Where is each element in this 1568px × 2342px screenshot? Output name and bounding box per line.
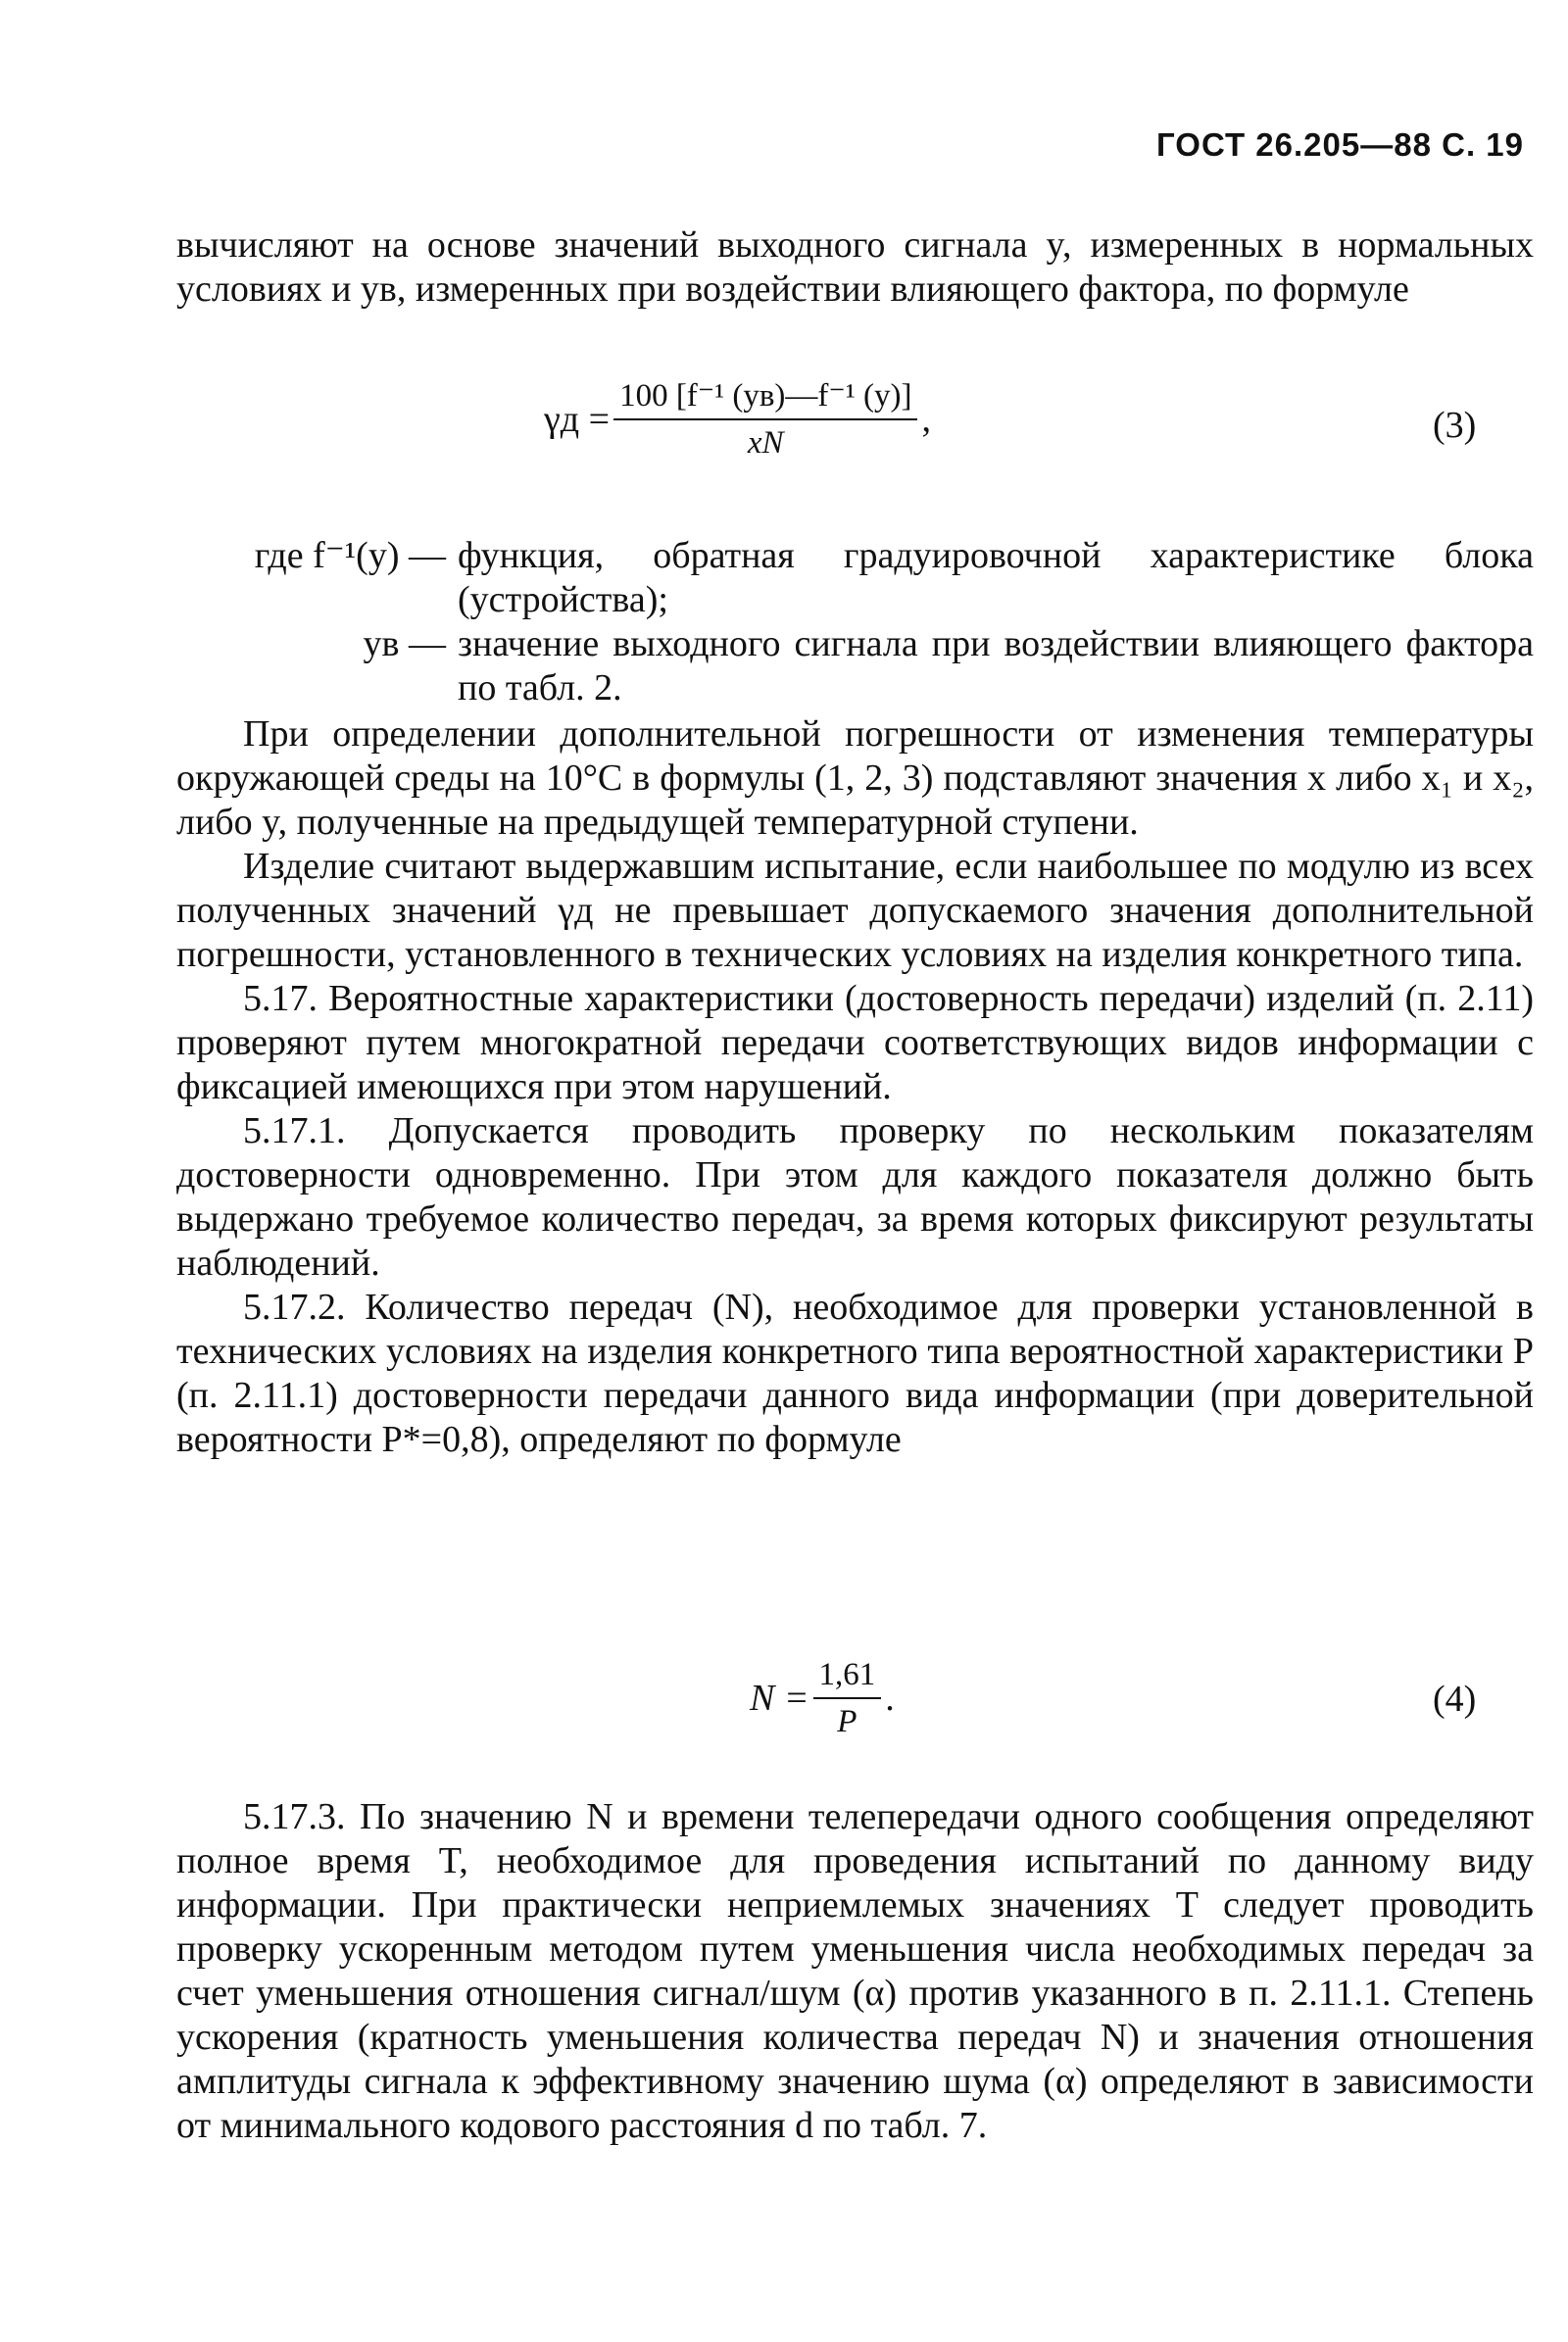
paragraph: При определении дополнительной погрешности от изменения температуры окружающей среды на 10°С в формулы (1, 2, 3) подставляют значения x либо x₁ и x₂, либо y, полученные на предыдущей температурной ступени.	[176, 713, 1534, 843]
where-row	[211, 534, 1534, 622]
intro-text: вычисляют на основе значений выходного сигнала y, измеренных в нормальных условиях и yв, измеренных при воздействии влияющего фактора, по формуле	[176, 224, 1534, 310]
intro-paragraph	[176, 223, 1534, 312]
where-clause	[211, 534, 1534, 710]
formula-4-fraction	[813, 1656, 882, 1740]
formula-4	[750, 1656, 895, 1740]
paragraph: 5.17.2. Количество передач (N), необходимое для проверки установленной в технических условиях на изделия конкретного типа вероятностной характеристики P (п. 2.11.1) достоверности передачи данного вида информации (при доверительной вероятности P*=0,8), определяют по формуле	[176, 1287, 1534, 1460]
paragraph: 5.17. Вероятностные характеристики (достоверность передачи) изделий (п. 2.11) проверяют путем многократной передачи соответствующих видов информации с фиксацией имеющихся при этом нарушений.	[176, 978, 1534, 1107]
where-term: где f⁻¹(y) —	[254, 535, 446, 576]
formula-3-tail: ,	[921, 398, 931, 440]
where-term: yв —	[363, 623, 446, 664]
page-header: ГОСТ 26.205—88 С. 19	[1156, 126, 1524, 163]
formula-3-fraction	[613, 377, 917, 462]
formula-3	[544, 377, 931, 462]
formula-3-number: (3)	[1433, 405, 1477, 446]
paragraph: 5.17.1. Допускается проводить проверку по нескольким показателям достоверности одновременно. При этом для каждого показателя должно быть выдержано требуемое количество передач, за время которых фиксируют результаты наблюдений.	[176, 1110, 1534, 1284]
body-section-1	[176, 712, 1534, 1462]
formula-4-number: (4)	[1433, 1679, 1477, 1720]
paragraph: 5.17.3. По значению N и времени телепередачи одного сообщения определяют полное время T, необходимое для проведения испытаний по данному виду информации. При практически неприемлемых значениях T следует проводить проверку ускоренным методом путем уменьшения числа необходимых передач за счет уменьшения отношения сигнал/шум (α) против указанного в п. 2.11.1. Степень ускорения (кратность уменьшения количества передач N) и значения отношения амплитуды сигнала к эффективному значению шума (α) определяют в зависимости от минимального кодового расстояния d по табл. 7.	[176, 1796, 1534, 2146]
formula-3-denominator: xN	[747, 425, 784, 461]
formula-4-numerator: 1,61	[813, 1656, 882, 1699]
where-row	[211, 622, 1534, 710]
formula-4-tail: .	[885, 1677, 895, 1719]
body-section-2	[176, 1795, 1534, 2148]
paragraph: Изделие считают выдержавшим испытание, если наибольшее по модулю из всех полученных значений γд не превышает допускаемого значения дополнительной погрешности, установленного в технических условиях на изделия конкретного типа.	[176, 846, 1534, 975]
formula-3-numerator: 100 [f⁻¹ (yв)—f⁻¹ (y)]	[613, 377, 917, 420]
formula-3-lhs: γд =	[544, 398, 611, 440]
formula-4-denominator: P	[837, 1704, 858, 1739]
where-desc: функция, обратная градуировочной характеристике блока (устройства);	[458, 535, 1534, 620]
where-desc: значение выходного сигнала при воздействии влияющего фактора по табл. 2.	[458, 623, 1534, 708]
formula-4-lhs: N =	[750, 1677, 809, 1719]
